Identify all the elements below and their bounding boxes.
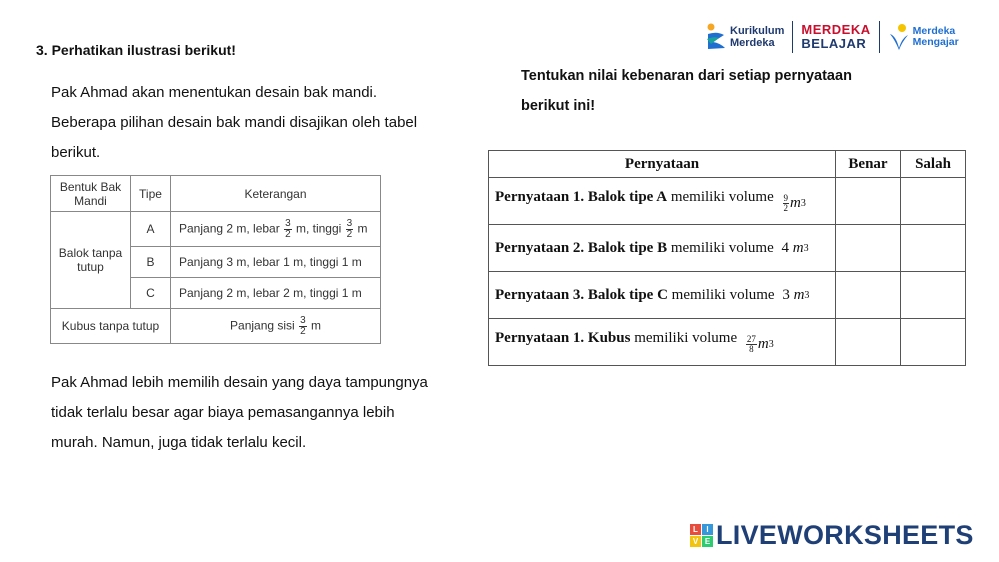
- intro-line: berikut.: [51, 144, 101, 161]
- description-cell: Panjang 3 m, lebar 1 m, tinggi 1 m: [171, 247, 381, 278]
- table-header-row: [489, 151, 966, 178]
- brand-icon-letter: V: [690, 536, 701, 547]
- header-statement: Pernyataan: [489, 151, 836, 178]
- answer-false-cell[interactable]: [901, 272, 966, 319]
- volume-value: $\frac{27}{8}$ m 3: [746, 334, 774, 354]
- type-cell: C: [131, 278, 171, 309]
- brand-icon-letter: I: [702, 524, 713, 535]
- kurikulum-merdeka-logo: [705, 22, 784, 52]
- volume-value: $\frac{9}{2}$ m 3: [783, 193, 806, 213]
- closing-paragraph: [51, 368, 481, 458]
- cube-label: Kubus tanpa tutup: [51, 309, 171, 344]
- intro-line: Beberapa pilihan desain bak mandi disajikan oleh tabel: [51, 114, 418, 131]
- volume-value: 4 m 3: [781, 239, 809, 256]
- statement-text: memiliki volume: [630, 330, 738, 346]
- desc-text: Panjang 2 m, lebar: [179, 221, 284, 236]
- answer-false-cell[interactable]: [901, 319, 966, 366]
- kurikulum-line2: Merdeka: [730, 37, 775, 49]
- table-header-row: [51, 176, 381, 212]
- header-shape: Bentuk Bak Mandi: [51, 176, 131, 212]
- instruction-line: Tentukan nilai kebenaran dari setiap pernyataan: [521, 68, 852, 84]
- closing-line: tidak terlalu besar agar biaya pemasangannya lebih: [51, 404, 395, 421]
- statement-table: [488, 150, 966, 366]
- answer-true-cell[interactable]: [836, 319, 901, 366]
- statement-row: [489, 319, 966, 366]
- statement-label: Pernyataan 1. Balok tipe A: [495, 189, 668, 205]
- brand-name: LIVEWORKSHEETS: [716, 520, 974, 550]
- statement-label: Pernyataan 3. Balok tipe C: [495, 286, 668, 303]
- merdeka-mengajar-icon: [888, 22, 910, 52]
- fraction: $\frac{3}{2}$: [285, 217, 291, 240]
- answer-false-cell[interactable]: [901, 178, 966, 225]
- kurikulum-icon: [705, 22, 727, 52]
- statement-text: memiliki volume: [667, 286, 775, 303]
- liveworksheets-brand: [690, 520, 974, 551]
- answer-true-cell[interactable]: [836, 272, 901, 319]
- header-description: Keterangan: [171, 176, 381, 212]
- statement-label: Pernyataan 2. Balok tipe B: [495, 239, 668, 256]
- bathtub-design-table: [50, 175, 381, 344]
- statement-row: [489, 178, 966, 225]
- merdeka-mengajar-line2: Mengajar: [912, 36, 959, 48]
- answer-false-cell[interactable]: [901, 225, 966, 272]
- live-icon: [690, 524, 713, 547]
- type-cell: B: [131, 247, 171, 278]
- statement-cell: [489, 225, 836, 272]
- header-logos: [705, 20, 959, 54]
- type-cell: A: [131, 212, 171, 247]
- merdeka-belajar-logo: [801, 23, 870, 51]
- merdeka-mengajar-logo: [888, 22, 959, 52]
- merdeka-belajar-line2: BELAJAR: [801, 36, 867, 51]
- question-title: 3. Perhatikan ilustrasi berikut!: [36, 42, 236, 58]
- intro-paragraph: [51, 78, 471, 168]
- description-cell: [171, 309, 381, 344]
- intro-line: Pak Ahmad akan menentukan desain bak mandi.: [51, 84, 378, 101]
- header-false: Salah: [901, 151, 966, 178]
- instruction-line: berikut ini!: [521, 98, 596, 114]
- description-cell: Panjang 2 m, lebar 2 m, tinggi 1 m: [171, 278, 381, 309]
- logo-divider: [792, 21, 793, 53]
- header-type: Tipe: [131, 176, 171, 212]
- statement-text: memiliki volume: [667, 239, 774, 256]
- answer-true-cell[interactable]: [836, 178, 901, 225]
- description-cell: [171, 212, 381, 247]
- statement-row: [489, 225, 966, 272]
- desc-text: m: [354, 221, 368, 236]
- desc-text: m, tinggi: [292, 221, 345, 236]
- fraction: $\frac{3}{2}$: [346, 217, 353, 240]
- statement-cell: [489, 272, 836, 319]
- instruction-text: [521, 61, 901, 121]
- group-label-balok: Balok tanpa tutup: [51, 212, 131, 309]
- statement-label: Pernyataan 1. Kubus: [495, 330, 631, 346]
- table-row: [51, 212, 381, 247]
- brand-icon-letter: E: [702, 536, 713, 547]
- desc-text: Panjang sisi: [230, 318, 299, 333]
- closing-line: murah. Namun, juga tidak terlalu kecil.: [51, 434, 307, 451]
- statement-row: [489, 272, 966, 319]
- statement-cell: [489, 178, 836, 225]
- kurikulum-line1: Kurikulum: [730, 25, 785, 37]
- volume-value: 3 m 3: [782, 286, 810, 303]
- merdeka-belajar-line1: MERDEKA: [801, 22, 871, 37]
- brand-icon-letter: L: [690, 524, 701, 535]
- fraction: $\frac{3}{2}$: [300, 314, 306, 337]
- closing-line: Pak Ahmad lebih memilih desain yang daya tampungnya: [51, 374, 428, 391]
- header-true: Benar: [836, 151, 901, 178]
- merdeka-mengajar-line1: Merdeka: [912, 25, 956, 37]
- statement-text: memiliki volume: [667, 189, 774, 205]
- answer-true-cell[interactable]: [836, 225, 901, 272]
- logo-divider: [879, 21, 880, 53]
- table-row: [51, 309, 381, 344]
- statement-cell: [489, 319, 836, 366]
- desc-text: m: [307, 318, 321, 333]
